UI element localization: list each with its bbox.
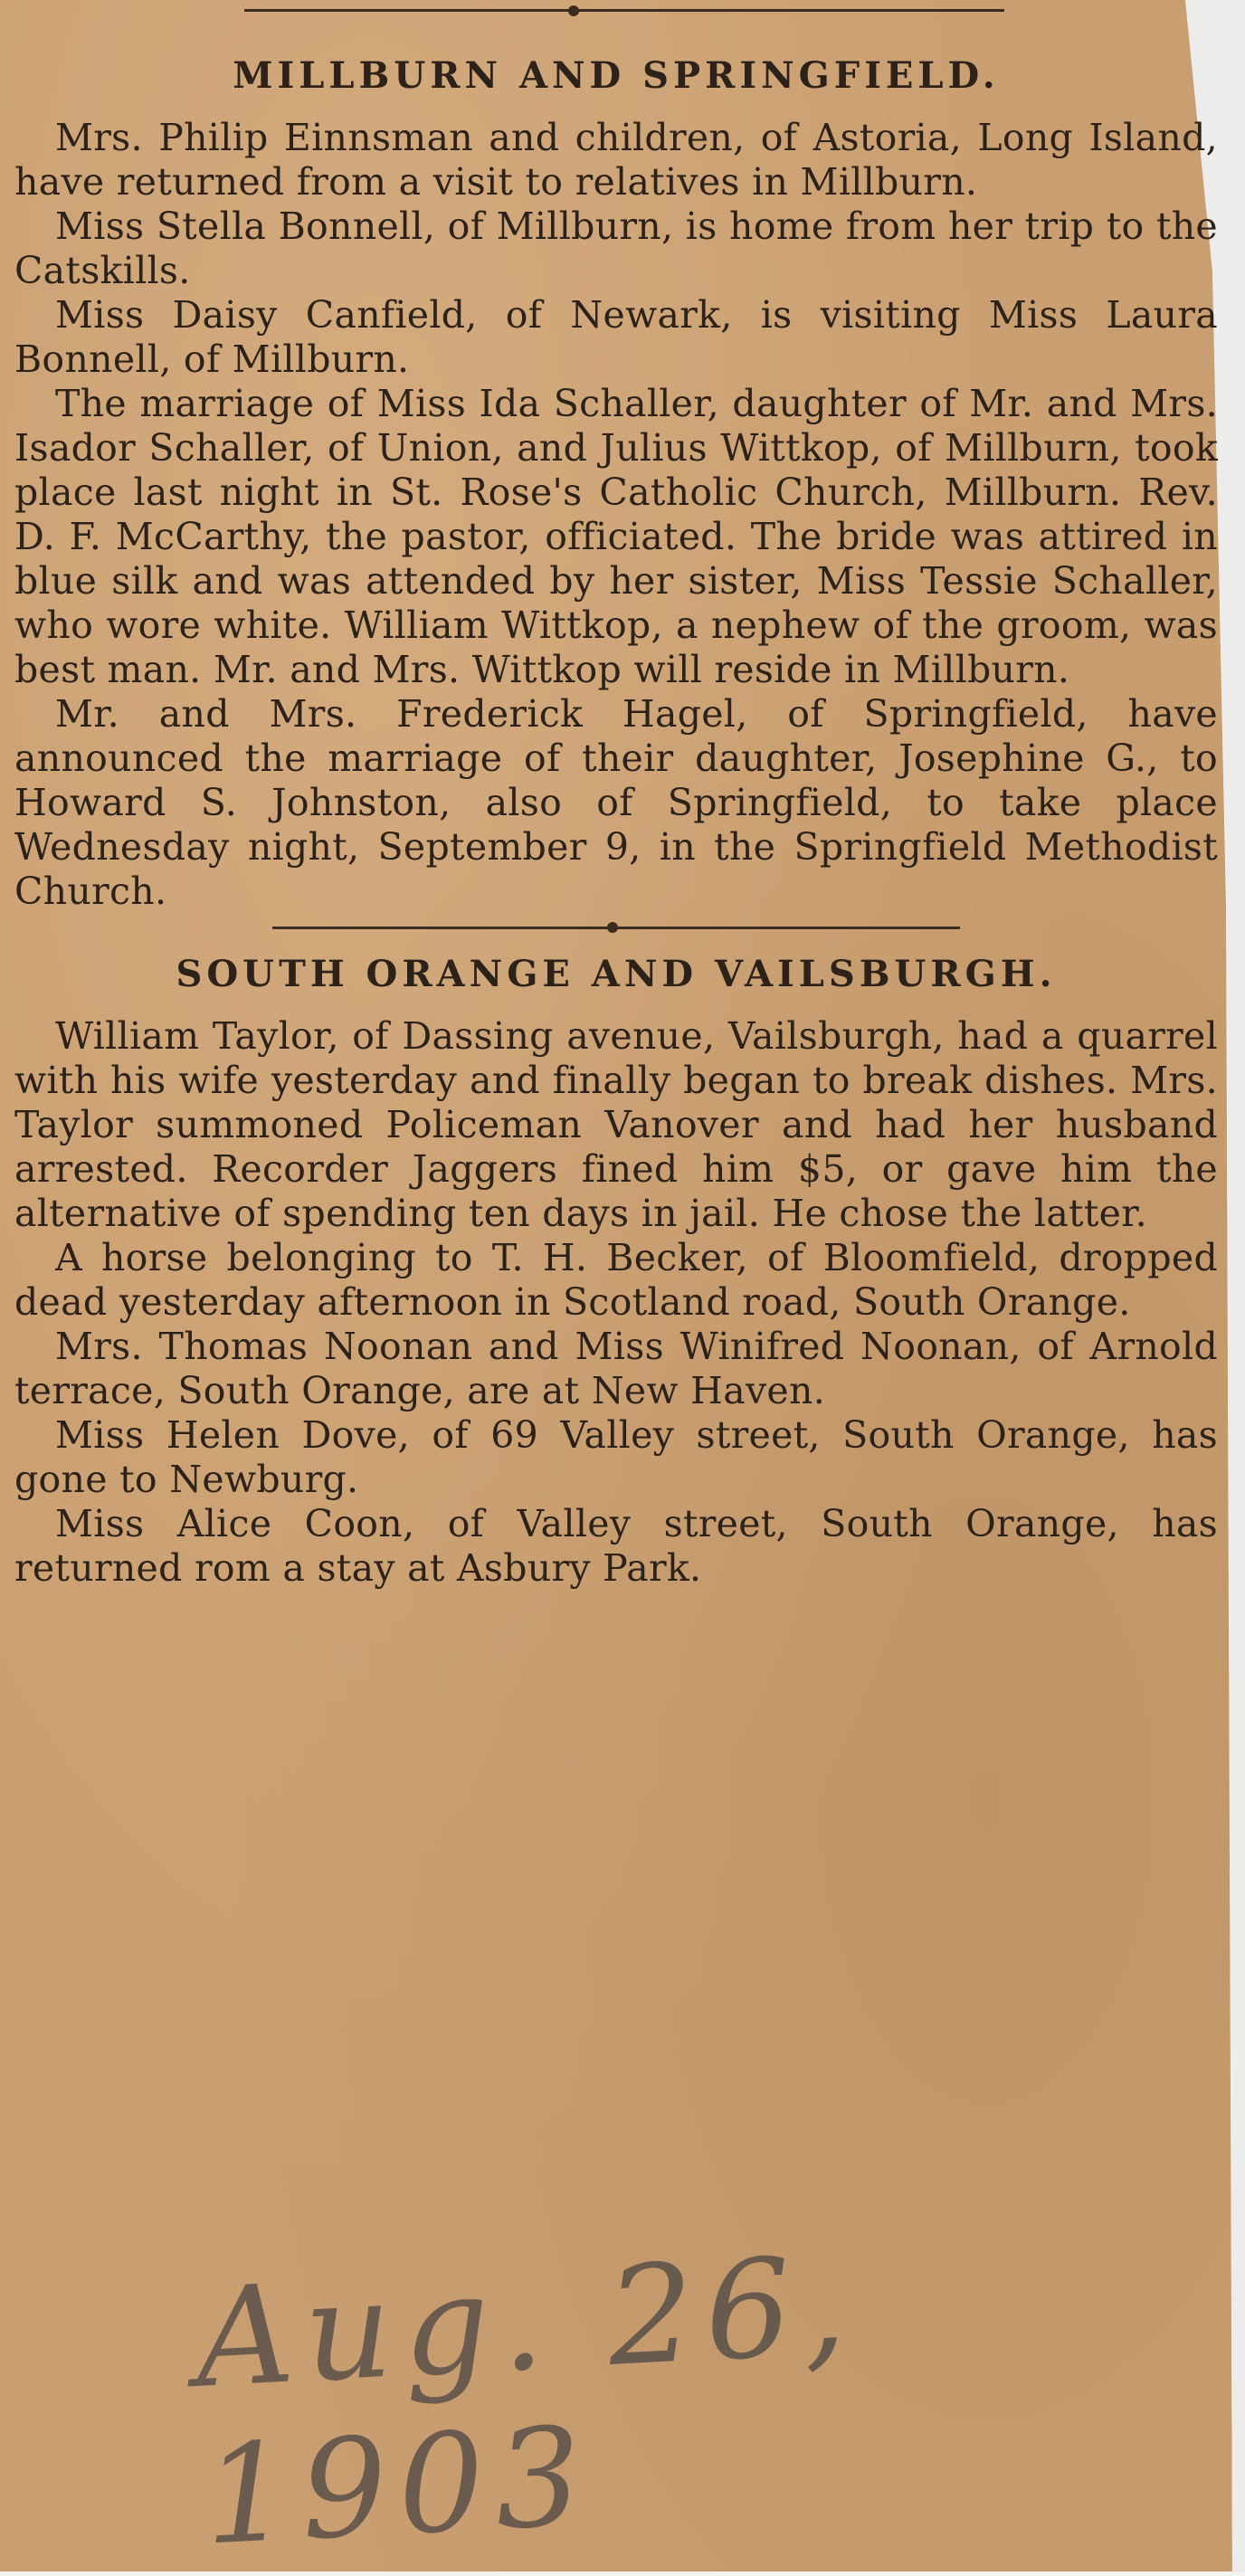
paragraph: Miss Helen Dove, of 69 Valley street, South Orange, has gone to Newburg.: [14, 1413, 1218, 1501]
paragraph: The marriage of Miss Ida Schaller, daughter of Mr. and Mrs. Isador Schaller, of Union, and Julius Wittkop, of Millburn, took place last night in St. Rose's Catholic Church, Millburn. Rev. D. F. McCarthy, the pastor, officiated. The bride was attired in blue silk and was attended by her sister, Miss Tessie Schaller, who wore white. William Wittkop, a nephew of the groom, was best man. Mr. and Mrs. Wittkop will reside in Millburn.: [14, 382, 1218, 691]
headline-millburn-springfield: MILLBURN AND SPRINGFIELD.: [233, 54, 1000, 97]
article-column: [14, 36, 1218, 1591]
paragraph: Miss Alice Coon, of Valley street, South Orange, has returned rom a stay at Asbury Park.: [14, 1502, 1218, 1590]
headline-south-orange-vailsburgh: SOUTH ORANGE AND VAILSBURGH.: [176, 953, 1057, 995]
top-rule: [244, 9, 1004, 12]
paragraph: Mrs. Thomas Noonan and Miss Winifred Noonan, of Arnold terrace, South Orange, are at New Haven.: [14, 1325, 1218, 1412]
handwritten-date: Aug. 26, 1903: [191, 2226, 860, 2576]
top-rule-dot: [568, 5, 579, 16]
section-divider: [272, 927, 960, 929]
paragraph: Miss Daisy Canfield, of Newark, is visiting Miss Laura Bonnell, of Millburn.: [14, 293, 1218, 381]
paragraph: Miss Stella Bonnell, of Millburn, is home from her trip to the Catskills.: [14, 204, 1218, 292]
paragraph: A horse belonging to T. H. Becker, of Bloomfield, dropped dead yesterday afternoon in Scotland road, South Orange.: [14, 1236, 1218, 1324]
paragraph: William Taylor, of Dassing avenue, Vailsburgh, had a quarrel with his wife yesterday and finally began to break dishes. Mrs. Taylor summoned Policeman Vanover and had her husband arrested. Recorder Jaggers fined him $5, or gave him the alternative of spending ten days in jail. He chose the latter.: [14, 1014, 1218, 1235]
divider-dot: [607, 922, 618, 933]
paragraph: Mrs. Philip Einnsman and children, of Astoria, Long Island, have returned from a visit to relatives in Millburn.: [14, 116, 1218, 204]
paragraph: Mr. and Mrs. Frederick Hagel, of Springfield, have announced the marriage of their daughter, Josephine G., to Howard S. Johnston, also of Springfield, to take place Wednesday night, September 9, in the Springfield Methodist Church.: [14, 692, 1218, 913]
